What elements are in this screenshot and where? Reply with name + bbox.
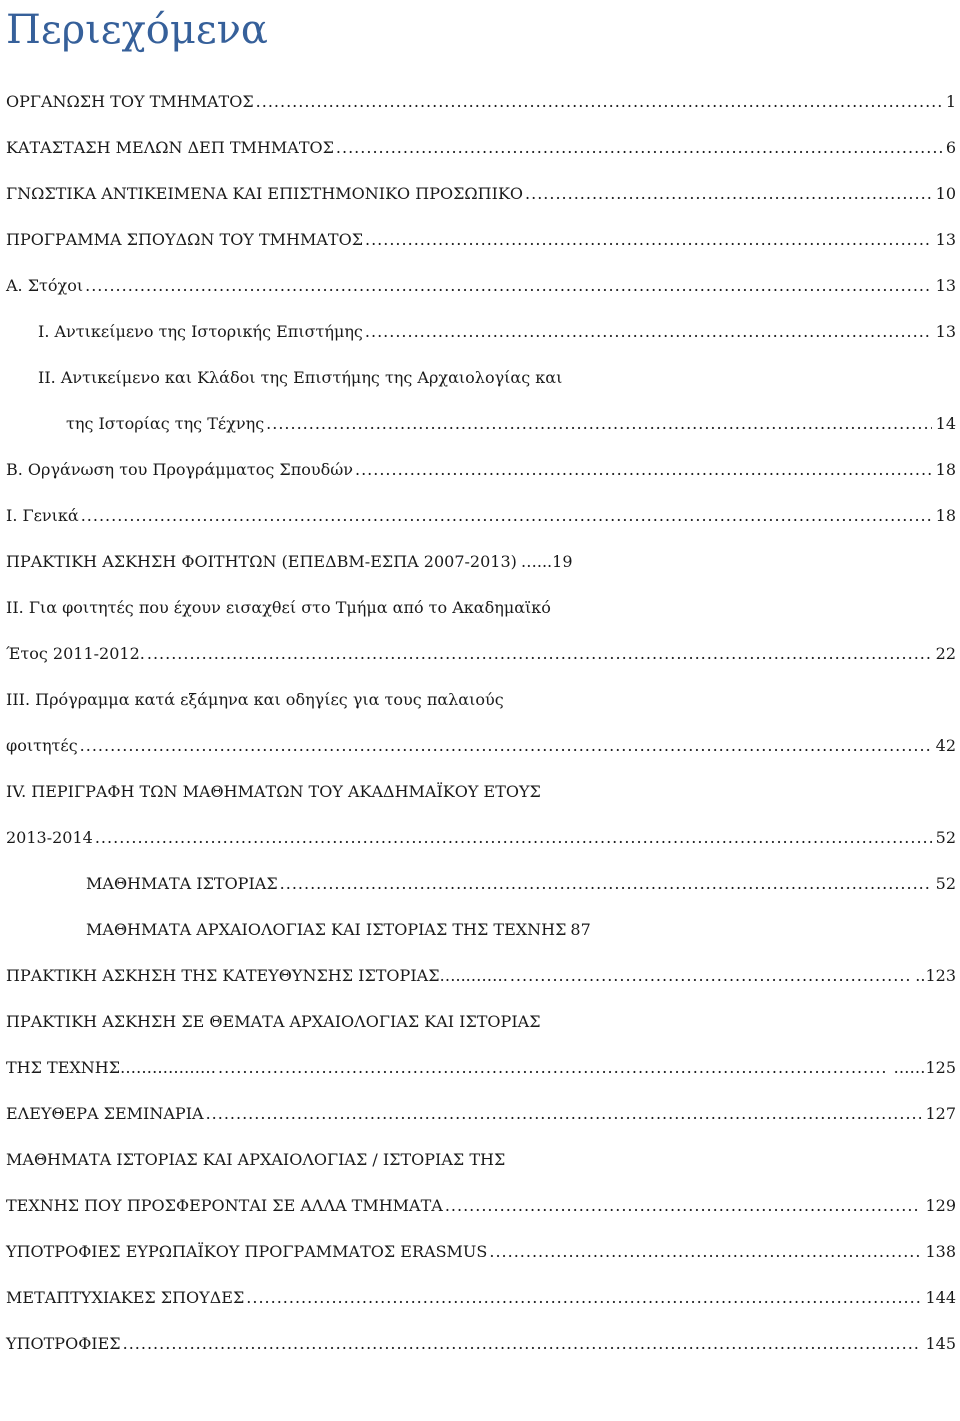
dot-leader <box>147 644 932 663</box>
toc-entry-page: 18 <box>935 460 956 479</box>
toc-entry[interactable] <box>6 1334 956 1380</box>
toc-entry[interactable] <box>6 1196 956 1242</box>
toc-entry[interactable] <box>6 92 956 138</box>
toc-entry-page: 87 <box>570 920 591 939</box>
toc-entry[interactable] <box>6 736 956 782</box>
toc-entry[interactable] <box>6 966 956 1012</box>
toc-entry-page: 14 <box>935 414 956 433</box>
toc-entry-title: ΕΛΕΥΘΕΡΑ ΣΕΜΙΝΑΡΙΑ <box>6 1104 204 1123</box>
toc-entry-title: ΜΑΘΗΜΑΤΑ ΑΡΧΑΙΟΛΟΓΙΑΣ ΚΑΙ ΙΣΤΟΡΙΑΣ ΤΗΣ ΤΕΧΝΗΣ <box>86 920 567 939</box>
dot-leader <box>80 736 932 755</box>
toc-entry-title: ΓΝΩΣΤΙΚΑ ΑΝΤΙΚΕΙΜΕΝΑ ΚΑΙ ΕΠΙΣΤΗΜΟΝΙΚΟ ΠΡΟΣΩΠΙΚΟ <box>6 184 524 203</box>
toc-entry-title-line1[interactable]: ΠΡΑΚΤΙΚΗ ΑΣΚΗΣΗ ΣΕ ΘΕΜΑΤΑ ΑΡΧΑΙΟΛΟΓΙΑΣ ΚΑΙ ΙΣΤΟΡΙΑΣ <box>6 1012 541 1031</box>
toc-entry-page: 10 <box>935 184 956 203</box>
dot-leader <box>489 1242 921 1261</box>
toc-entry[interactable] <box>6 184 956 230</box>
toc-entry-page: 22 <box>935 644 956 663</box>
toc-entry-title: ΜΑΘΗΜΑΤΑ ΙΣΤΟΡΙΑΣ <box>86 874 278 893</box>
toc-entry[interactable] <box>6 552 956 598</box>
toc-entry-page: 52 <box>935 874 956 893</box>
dot-leader <box>365 230 932 249</box>
toc-entry[interactable] <box>6 644 956 690</box>
toc-entry-page: 1 <box>945 92 956 111</box>
toc-entry[interactable] <box>6 138 956 184</box>
toc-entry-page: 13 <box>935 322 956 341</box>
toc-entry-title-line2: 2013-2014 <box>6 828 93 847</box>
toc-entry[interactable] <box>6 1058 956 1104</box>
toc-entry[interactable] <box>6 1104 956 1150</box>
toc-entry-title-line1[interactable]: ΜΑΘΗΜΑΤΑ ΙΣΤΟΡΙΑΣ ΚΑΙ ΑΡΧΑΙΟΛΟΓΙΑΣ / ΙΣΤΟΡΙΑΣ ΤΗΣ <box>6 1150 506 1169</box>
dot-leader <box>280 874 932 893</box>
toc-entry-title-line2: ΤΕΧΝΗΣ ΠΟΥ ΠΡΟΣΦΕΡΟΝΤΑΙ ΣΕ ΑΛΛΑ ΤΜΗΜΑΤΑ <box>6 1196 443 1215</box>
dot-leader <box>218 1058 889 1077</box>
toc-entry[interactable] <box>6 1242 956 1288</box>
dot-leader <box>85 276 932 295</box>
dot-leader <box>510 966 911 985</box>
toc-entry[interactable] <box>86 874 956 920</box>
dot-leader <box>256 92 942 111</box>
toc-entry-title: ΥΠΟΤΡΟΦΙΕΣ <box>6 1334 121 1353</box>
page-title: Περιεχόμενα <box>6 7 268 53</box>
toc-entry-page: 13 <box>935 276 956 295</box>
toc-entry-title: ΥΠΟΤΡΟΦΙΕΣ ΕΥΡΩΠΑΪΚΟΥ ΠΡΟΓΡΑΜΜΑΤΟΣ ERASMUS <box>6 1242 488 1261</box>
toc-entry-title-line2: Έτος 2011-2012. <box>6 644 145 663</box>
dot-leader <box>81 506 932 525</box>
toc-entry-page: 42 <box>935 736 956 755</box>
toc-entry-page: 18 <box>935 506 956 525</box>
toc-entry[interactable] <box>6 276 956 322</box>
toc-entry-title: Α. Στόχοι <box>6 276 84 295</box>
toc-entry-title: ΟΡΓΑΝΩΣΗ ΤΟΥ ΤΜΗΜΑΤΟΣ <box>6 92 254 111</box>
toc-entry-page: …...19 <box>520 552 573 571</box>
toc-entry-title: Β. Οργάνωση του Προγράμματος Σπουδών <box>6 460 353 479</box>
dot-leader <box>95 828 932 847</box>
toc-entry-page: 145 <box>925 1334 956 1353</box>
toc-entry-page: ……125 <box>893 1058 956 1077</box>
toc-entry-page: 138 <box>925 1242 956 1261</box>
toc-entry-title-line1[interactable]: ΙΙ. Για φοιτητές που έχουν εισαχθεί στο Τμήμα από το Ακαδημαϊκό <box>6 598 551 617</box>
toc-entry-page: 127 <box>925 1104 956 1123</box>
toc-entry[interactable] <box>6 828 956 874</box>
toc-entry[interactable] <box>66 414 956 460</box>
toc-entry-page: 144 <box>925 1288 956 1307</box>
toc-entry-page: 13 <box>935 230 956 249</box>
dot-leader <box>525 184 932 203</box>
toc-entry-title: ΠΡΑΚΤΙΚΗ ΑΣΚΗΣΗ ΦΟΙΤΗΤΩΝ (ΕΠΕΔΒΜ-ΕΣΠΑ 2007-2013) <box>6 552 517 571</box>
toc-entry-title-line2: της Ιστορίας της Τέχνης <box>66 414 265 433</box>
toc-entry-page: ..123 <box>915 966 956 985</box>
toc-entry-title: ΠΡΑΚΤΙΚΗ ΑΣΚΗΣΗ ΤΗΣ ΚΑΤΕΥΘΥΝΣΗΣ ΙΣΤΟΡΙΑΣ…...……. <box>6 966 508 985</box>
toc-entry-page: 129 <box>925 1196 956 1215</box>
toc-entry-title: Ι. Γενικά <box>6 506 79 525</box>
toc-entry-title: ΠΡΟΓΡΑΜΜΑ ΣΠΟΥΔΩΝ ΤΟΥ ΤΜΗΜΑΤΟΣ <box>6 230 363 249</box>
toc-entry-title-line1[interactable]: IV. ΠΕΡΙΓΡΑΦΗ ΤΩΝ ΜΑΘΗΜΑΤΩΝ ΤΟΥ ΑΚΑΔΗΜΑΪΚΟΥ ΕΤΟΥΣ <box>6 782 541 801</box>
toc-entry-title-line2: ΤΗΣ ΤΕΧΝΗΣ……………… <box>6 1058 217 1077</box>
toc-entry-title-line1[interactable]: ΙΙΙ. Πρόγραμμα κατά εξάμηνα και οδηγίες για τους παλαιούς <box>6 690 504 709</box>
toc-entry-title: ΚΑΤΑΣΤΑΣΗ ΜΕΛΩΝ ΔΕΠ ΤΜΗΜΑΤΟΣ <box>6 138 334 157</box>
toc-entry-title-line1[interactable]: ΙΙ. Αντικείμενο και Κλάδοι της Επιστήμης της Αρχαιολογίας και <box>38 368 563 387</box>
dot-leader <box>246 1288 921 1307</box>
dot-leader <box>336 138 942 157</box>
toc-entry[interactable] <box>6 230 956 276</box>
toc-entry-page: 6 <box>945 138 956 157</box>
toc-entry[interactable] <box>86 920 956 966</box>
toc-entry-title: Ι. Αντικείμενο της Ιστορικής Επιστήμης <box>38 322 363 341</box>
dot-leader <box>123 1334 922 1353</box>
toc-entry-title-line2: φοιτητές <box>6 736 78 755</box>
dot-leader <box>445 1196 922 1215</box>
dot-leader <box>355 460 932 479</box>
toc-entry-page: 52 <box>935 828 956 847</box>
dot-leader <box>266 414 931 433</box>
toc-entry[interactable] <box>38 322 956 368</box>
toc-entry-title: ΜΕΤΑΠΤΥΧΙΑΚΕΣ ΣΠΟΥΔΕΣ <box>6 1288 245 1307</box>
toc-entry[interactable] <box>6 506 956 552</box>
dot-leader <box>206 1104 922 1123</box>
dot-leader <box>365 322 932 341</box>
toc-entry[interactable] <box>6 1288 956 1334</box>
toc-entry[interactable] <box>6 460 956 506</box>
